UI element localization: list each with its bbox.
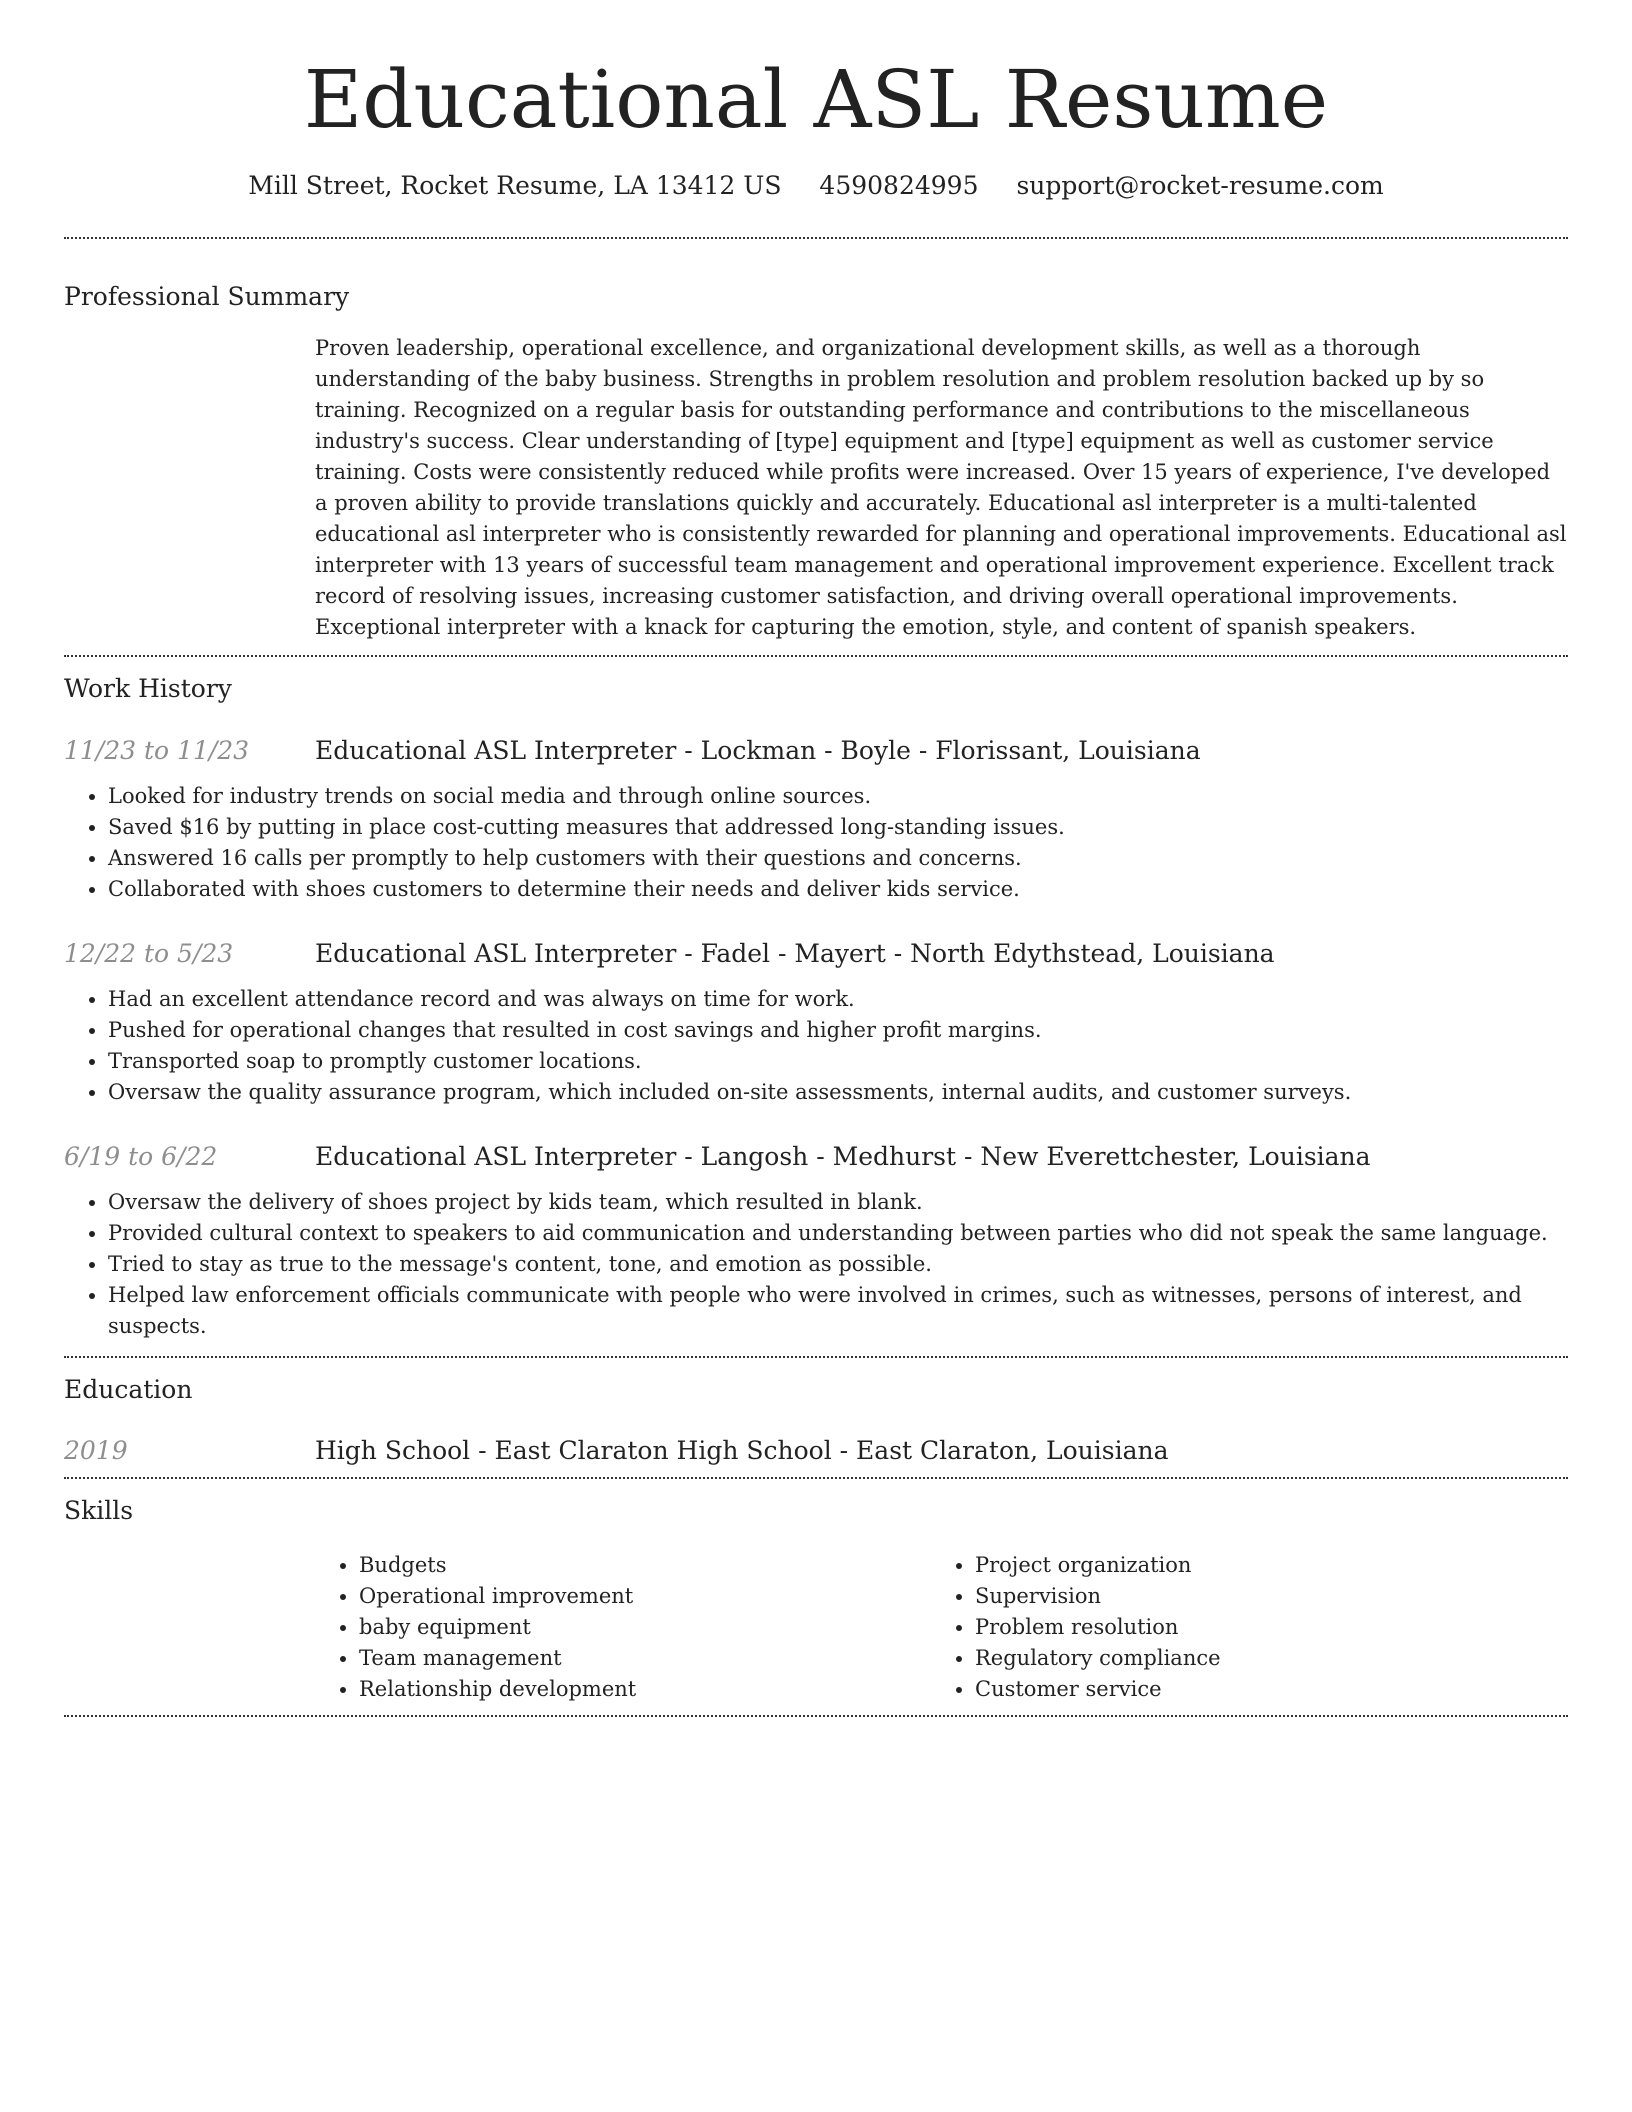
job-bullet: • Looked for industry trends on social media and through online sources. — [108, 781, 1568, 812]
skills-section-title: Skills — [64, 1496, 134, 1525]
education-divider — [64, 1477, 1568, 1479]
skill-item: • Problem resolution — [975, 1612, 1547, 1643]
skills-grid — [315, 1550, 1568, 1705]
job-bullets — [64, 984, 1568, 1108]
resume-title: Educational ASL Resume — [303, 53, 1329, 146]
job-bullet: • Oversaw the delivery of shoes project by kids team, which resulted in blank. — [108, 1187, 1568, 1218]
job-bullets — [64, 1187, 1568, 1342]
contact-phone: 4590824995 — [819, 171, 979, 200]
education-year: 2019 — [64, 1436, 128, 1465]
skill-item: • baby equipment — [359, 1612, 931, 1643]
job-bullet: • Provided cultural context to speakers to aid communication and understanding between parties who did not speak the same language. — [108, 1218, 1568, 1249]
education-heading: High School - East Claraton High School - East Claraton, Louisiana — [315, 1436, 1169, 1465]
job-bullet: • Collaborated with shoes customers to determine their needs and deliver kids service. — [108, 874, 1568, 905]
education-entry — [64, 1436, 1568, 1465]
summary-text: Proven leadership, operational excellence, and organizational development skills, as well as a thorough understanding of the baby business. Strengths in problem resolution and problem resolution backed up by so training. Recognized on a regular basis for outstanding performance and contributions to the miscellaneous industry's success. Clear understanding of [type] equipment and [type] equipment as well as customer service training. Costs were consistently reduced while profits were increased. Over 15 years of experience, I've developed a proven ability to provide translations quickly and accurately. Educational asl interpreter is a multi-talented educational asl interpreter who is consistently rewarded for planning and operational improvements. Educational asl interpreter with 13 years of successful team management and operational improvement experience. Excellent track record of resolving issues, increasing customer satisfaction, and driving overall operational improvements. Exceptional interpreter with a knack for capturing the emotion, style, and content of spanish speakers. — [315, 336, 1567, 639]
skill-item: • Budgets — [359, 1550, 931, 1581]
job-bullet: • Had an excellent attendance record and was always on time for work. — [108, 984, 1568, 1015]
skills-list-right — [931, 1550, 1547, 1705]
skills-list-left — [315, 1550, 931, 1705]
work-divider — [64, 1356, 1568, 1358]
job-bullet: • Transported soap to promptly customer locations. — [108, 1046, 1568, 1077]
summary-divider — [64, 655, 1568, 657]
job-bullet: • Tried to stay as true to the message's content, tone, and emotion as possible. — [108, 1249, 1568, 1280]
work-section-title: Work History — [64, 674, 232, 703]
job-bullet: • Answered 16 calls per promptly to help customers with their questions and concerns. — [108, 843, 1568, 874]
job-bullet: • Saved $16 by putting in place cost-cutting measures that addressed long-standing issues. — [108, 812, 1568, 843]
skill-item: • Supervision — [975, 1581, 1547, 1612]
job-heading: Educational ASL Interpreter - Langosh - Medhurst - New Everettchester, Louisiana — [315, 1141, 1371, 1171]
contact-address: Mill Street, Rocket Resume, LA 13412 US — [248, 171, 782, 200]
contact-email: support@rocket-resume.com — [1016, 171, 1384, 200]
summary-section-title: Professional Summary — [64, 281, 350, 311]
education-section-title: Education — [64, 1374, 193, 1404]
job-dates: 12/22 to 5/23 — [64, 938, 234, 968]
skill-item: • Customer service — [975, 1674, 1547, 1705]
skill-item: • Relationship development — [359, 1674, 931, 1705]
job-entry — [64, 1142, 1568, 1342]
skill-item: • Project organization — [975, 1550, 1547, 1581]
skills-divider — [64, 1715, 1568, 1717]
skill-item: • Regulatory compliance — [975, 1643, 1547, 1674]
resume-page — [64, 0, 1568, 1717]
job-bullets — [64, 781, 1568, 905]
job-entry — [64, 939, 1568, 1108]
contact-line — [64, 170, 1568, 203]
job-heading: Educational ASL Interpreter - Lockman - Boyle - Florissant, Louisiana — [315, 735, 1201, 765]
job-dates: 11/23 to 11/23 — [64, 735, 250, 765]
job-heading: Educational ASL Interpreter - Fadel - Mayert - North Edythstead, Louisiana — [315, 938, 1275, 968]
header-divider — [64, 237, 1568, 239]
job-entry — [64, 736, 1568, 905]
job-bullet: • Oversaw the quality assurance program, which included on-site assessments, internal audits, and customer surveys. — [108, 1077, 1568, 1108]
job-dates: 6/19 to 6/22 — [64, 1141, 218, 1171]
skill-item: • Team management — [359, 1643, 931, 1674]
skill-item: • Operational improvement — [359, 1581, 931, 1612]
job-bullet: • Helped law enforcement officials communicate with people who were involved in crimes, such as witnesses, persons of interest, and suspects. — [108, 1280, 1568, 1342]
job-bullet: • Pushed for operational changes that resulted in cost savings and higher profit margins. — [108, 1015, 1568, 1046]
